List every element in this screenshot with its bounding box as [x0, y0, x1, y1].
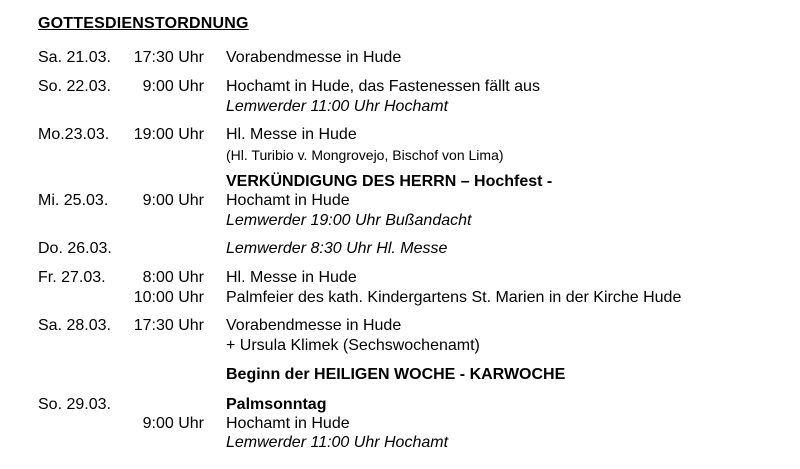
row-day: Fr. 27.03.: [38, 269, 106, 286]
row-time: 10:00 Uhr: [133, 289, 204, 306]
row-time: 8:00 Uhr: [142, 269, 204, 286]
section-heading: Beginn der HEILIGEN WOCHE - KARWOCHE: [226, 366, 566, 383]
row-text: Hochamt in Hude: [226, 192, 350, 209]
row-day: Sa. 28.03.: [38, 317, 111, 334]
row-day: Do. 26.03.: [38, 240, 112, 257]
row-time: 9:00 Uhr: [142, 192, 204, 209]
row-time: 19:00 Uhr: [133, 126, 204, 143]
row-note: Lemwerder 8:30 Uhr Hl. Messe: [226, 240, 448, 257]
row-note: Lemwerder 11:00 Uhr Hochamt: [226, 98, 449, 115]
row-text: Hl. Messe in Hude: [226, 126, 357, 143]
row-text: Hochamt in Hude: [226, 415, 350, 432]
row-day: So. 22.03.: [38, 78, 111, 95]
row-time: 9:00 Uhr: [142, 415, 204, 432]
feast-heading: Palmsonntag: [226, 396, 327, 413]
row-text: Hochamt in Hude, das Fastenessen fällt aus: [226, 78, 540, 95]
page-title: GOTTESDIENSTORDNUNG: [38, 15, 249, 32]
row-time: 9:00 Uhr: [142, 78, 204, 95]
row-text: + Ursula Klimek (Sechswochenamt): [226, 337, 480, 354]
row-time: 17:30 Uhr: [133, 49, 204, 66]
row-text: Vorabendmesse in Hude: [226, 49, 402, 66]
row-time: 17:30 Uhr: [133, 317, 204, 334]
row-text: Hl. Messe in Hude: [226, 269, 357, 286]
row-day: So. 29.03.: [38, 396, 111, 413]
row-note: Lemwerder 19:00 Uhr Bußandacht: [226, 212, 472, 229]
row-note: Lemwerder 11:00 Uhr Hochamt: [226, 434, 449, 451]
row-text: Palmfeier des kath. Kindergartens St. Marien in der Kirche Hude: [226, 289, 682, 306]
row-day: Mi. 25.03.: [38, 192, 109, 209]
feast-heading: VERKÜNDIGUNG DES HERRN – Hochfest -: [226, 173, 553, 190]
row-text: Vorabendmesse in Hude: [226, 317, 402, 334]
row-day: Sa. 21.03.: [38, 49, 111, 66]
row-day: Mo.23.03.: [38, 126, 110, 143]
row-note: (Hl. Turibio v. Mongrovejo, Bischof von Lima): [226, 147, 504, 163]
